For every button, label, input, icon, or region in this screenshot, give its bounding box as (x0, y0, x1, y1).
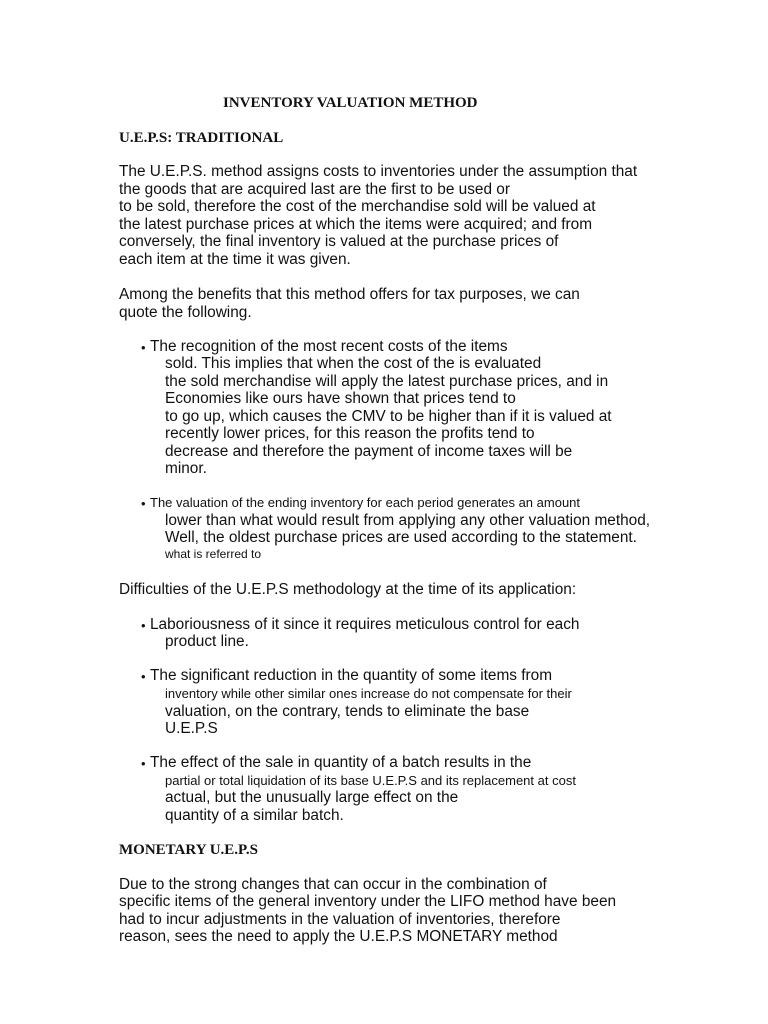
bullet-line: partial or total liquidation of its base U.E.P.S and its replacement at cost (165, 773, 576, 788)
bullet-glyph: • (141, 669, 146, 684)
paragraph-line: quote the following. (119, 304, 252, 321)
bullet-line: minor. (165, 460, 207, 477)
bullet-line: product line. (165, 633, 249, 650)
bullet-glyph: • (141, 756, 146, 771)
bullet-line: The effect of the sale in quantity of a batch results in the (150, 754, 532, 771)
bullet-line: U.E.P.S (165, 720, 218, 737)
document-title: INVENTORY VALUATION METHOD (223, 95, 478, 111)
bullet-glyph: • (141, 340, 146, 355)
bullet-line: The valuation of the ending inventory for each period generates an amount (150, 495, 581, 510)
bullet-glyph: • (141, 618, 146, 633)
section-heading-traditional: U.E.P.S: TRADITIONAL (119, 130, 284, 146)
paragraph-line: the latest purchase prices at which the items were acquired; and from (119, 216, 593, 233)
bullet-line: quantity of a similar batch. (165, 807, 344, 824)
bullet-glyph: • (141, 496, 146, 511)
bullet-line: Laboriousness of it since it requires meticulous control for each (150, 616, 580, 633)
paragraph-line: reason, sees the need to apply the U.E.P.S MONETARY method (119, 928, 558, 945)
paragraph-line: conversely, the final inventory is valued at the purchase prices of (119, 233, 559, 250)
bullet-line: Economies like ours have shown that prices tend to (165, 390, 516, 407)
paragraph-line: Due to the strong changes that can occur in the combination of (119, 876, 547, 893)
bullet-line: what is referred to (165, 547, 262, 561)
bullet-line: to go up, which causes the CMV to be higher than if it is valued at (165, 408, 612, 425)
bullet-line: recently lower prices, for this reason the profits tend to (165, 425, 535, 442)
bullet-line: The recognition of the most recent costs of the items (150, 338, 508, 355)
difficulties-intro: Difficulties of the U.E.P.S methodology at the time of its application: (119, 581, 577, 598)
paragraph-line: the goods that are acquired last are the first to be used or (119, 181, 510, 198)
bullet-line: valuation, on the contrary, tends to eliminate the base (165, 703, 530, 720)
section-heading-monetary: MONETARY U.E.P.S (119, 842, 258, 858)
bullet-line: actual, but the unusually large effect on the (165, 789, 459, 806)
bullet-line: decrease and therefore the payment of income taxes will be (165, 443, 573, 460)
paragraph-line: Among the benefits that this method offers for tax purposes, we can (119, 286, 580, 303)
bullet-line: the sold merchandise will apply the latest purchase prices, and in (165, 373, 609, 390)
bullet-line: inventory while other similar ones increase do not compensate for their (165, 686, 572, 701)
bullet-line: lower than what would result from applying any other valuation method, (165, 512, 651, 529)
paragraph-line: to be sold, therefore the cost of the merchandise sold will be valued at (119, 198, 596, 215)
bullet-line: The significant reduction in the quantity of some items from (150, 667, 553, 684)
bullet-line: sold. This implies that when the cost of the is evaluated (165, 355, 542, 372)
paragraph-line: had to incur adjustments in the valuation of inventories, therefore (119, 911, 561, 928)
paragraph-line: each item at the time it was given. (119, 251, 351, 268)
bullet-line: Well, the oldest purchase prices are used according to the statement. (165, 529, 637, 546)
paragraph-line: The U.E.P.S. method assigns costs to inventories under the assumption that (119, 163, 638, 180)
paragraph-line: specific items of the general inventory under the LIFO method have been (119, 893, 617, 910)
